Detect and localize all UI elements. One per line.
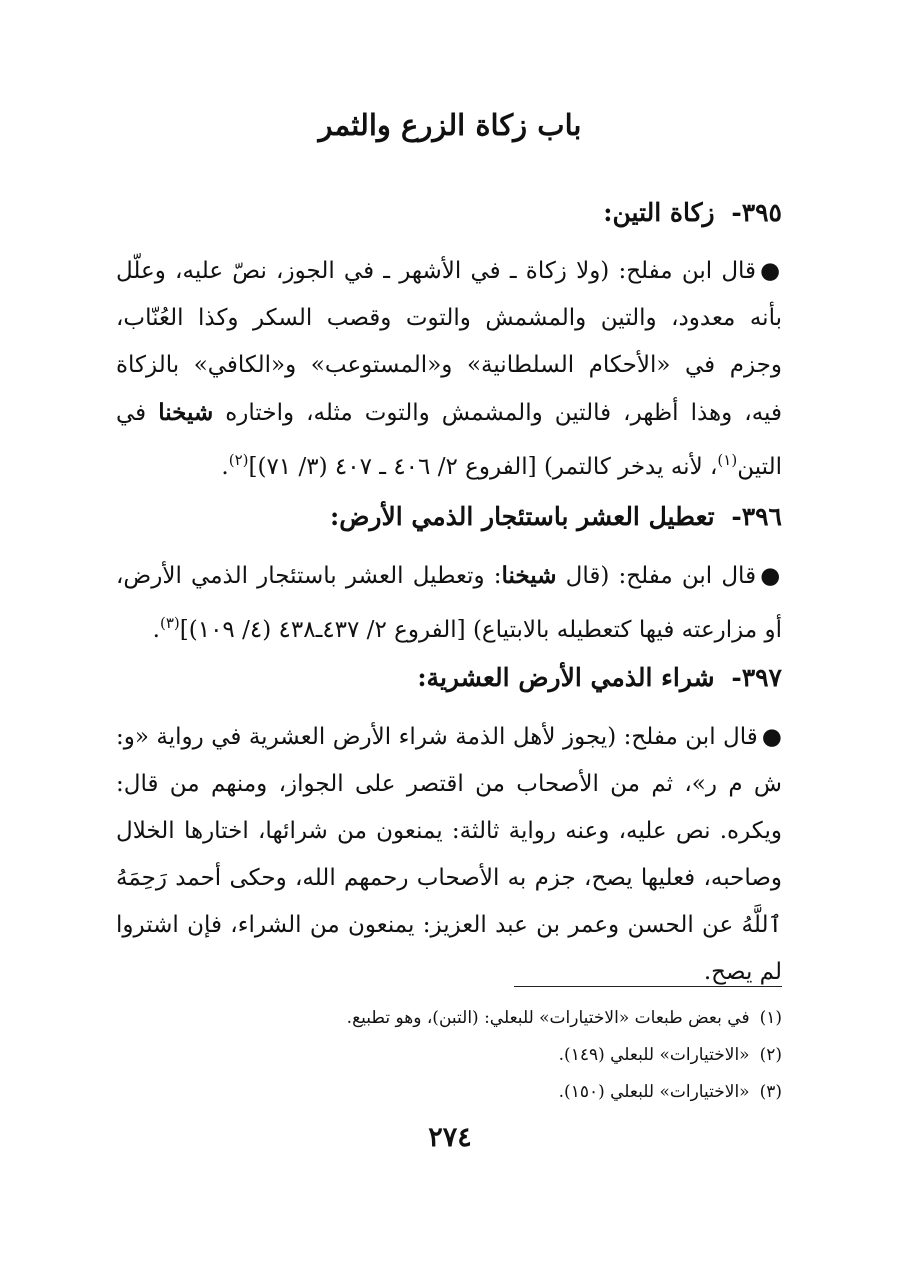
paragraph-text: ، لأنه يدخر كالتمر) [الفروع ٢/ ٤٠٦ ـ ٤٠٧ (٣/ ٧١)] [248, 454, 718, 480]
shaykh-name: شيخنا [501, 562, 557, 589]
footnote-number: (٢) [759, 1045, 782, 1065]
footnote-text: «الاختيارات» للبعلي (١٥٠). [558, 1082, 750, 1102]
bullet-icon: ● [760, 563, 782, 589]
paragraph-text: . [152, 617, 160, 643]
footnote-number: (١) [759, 1008, 782, 1028]
paragraph-text: قال ابن مفلح: (قال [556, 563, 757, 589]
bullet-icon: ● [760, 258, 782, 284]
section-number: ٣٩٥- [731, 198, 782, 227]
section-title: زكاة التين: [603, 198, 715, 227]
paragraph-text: في التين [116, 400, 782, 480]
section-heading-396 [122, 502, 782, 531]
footnote-ref[interactable]: (٣) [159, 614, 180, 632]
page-number: ٢٧٤ [428, 1122, 472, 1153]
section-paragraph-396 [116, 552, 782, 654]
section-paragraph-397 [116, 714, 782, 996]
bullet-icon: ● [761, 724, 782, 750]
footnote-ref[interactable]: (١) [717, 451, 738, 469]
footnote-ref[interactable]: (٢) [228, 451, 249, 469]
section-heading-397 [122, 663, 782, 692]
footnote-text: في بعض طبعات «الاختيارات» للبعلي: (التبن)، وهو تطبيع. [346, 1008, 750, 1028]
footnotes [116, 1000, 782, 1111]
section-title: شراء الذمي الأرض العشرية: [417, 663, 715, 692]
footnote-divider [514, 986, 782, 987]
section-number: ٣٩٧- [731, 663, 782, 692]
paragraph-text: قال ابن مفلح: (يجوز لأهل الذمة شراء الأرض العشرية في رواية «و: ش م ر»، ثم من الأصحاب من اقتصر على الجواز، ومنهم من قال: ويكره. نص عليه، وعنه رواية ثالثة: يمنعون من شرائها، اختارها الخلال وصاحبه، فعليها يصح، جزم به الأصحاب رحمهم الله، وحكى أحمد رَحِمَهُ ٱللَّهُ عن الحسن وعمر بن عبد العزيز: يمنعون من الشراء، فإن اشتروا لم يصح. [116, 724, 782, 985]
footnote-item [116, 1037, 782, 1074]
section-number: ٣٩٦- [731, 502, 782, 531]
section-paragraph-395 [116, 248, 782, 491]
shaykh-name: شيخنا [158, 399, 214, 426]
section-heading-395 [122, 198, 782, 227]
paragraph-text: قال ابن مفلح: (ولا زكاة ـ في الأشهر ـ في الجوز، نصّ عليه، وعلّل بأنه معدود، والتين والمشمش والتوت وقصب السكر وكذا العُنّاب، وجزم في «الأحكام السلطانية» و«المستوعب» و«الكافي» بالزكاة فيه، وهذا أظهر، فالتين والمشمش والتوت مثله، واختاره [116, 258, 782, 426]
footnote-number: (٣) [759, 1082, 782, 1102]
chapter-title: باب زكاة الزرع والثمر [318, 108, 582, 142]
paragraph-text: . [221, 454, 229, 480]
paragraph-text: : وتعطيل العشر باستئجار الذمي الأرض، أو مزارعته فيها كتعطيله بالابتياع) [الفروع ٢/ ٤٣٧ـ٤٣٨ (٤/ ١٠٩)] [116, 563, 782, 643]
section-title: تعطيل العشر باستئجار الذمي الأرض: [329, 502, 715, 531]
footnote-item [116, 1000, 782, 1037]
footnote-item [116, 1074, 782, 1111]
footnote-text: «الاختيارات» للبعلي (١٤٩). [558, 1045, 750, 1065]
